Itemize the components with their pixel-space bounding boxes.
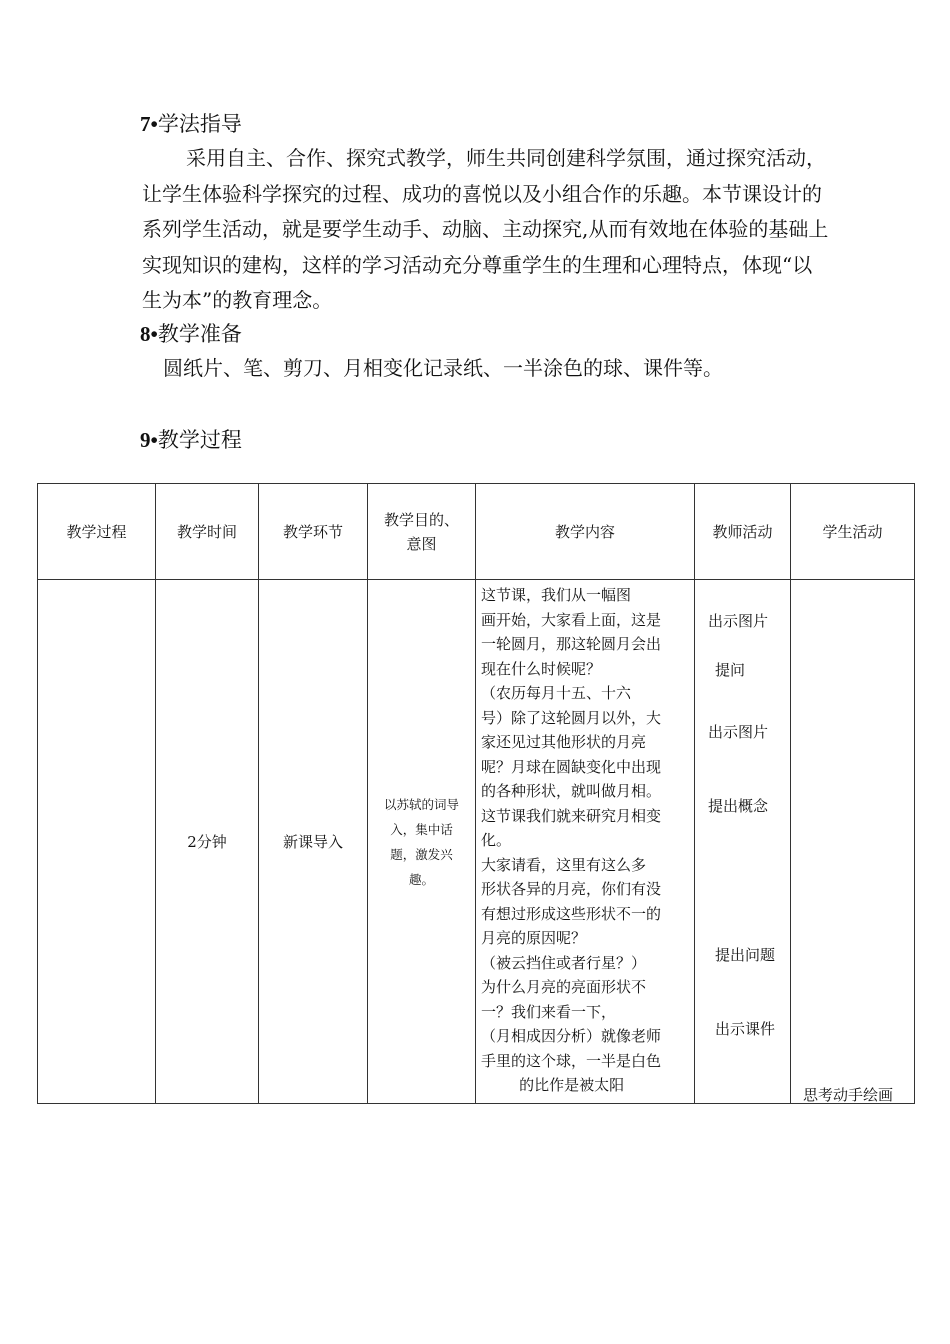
lesson-process-table	[37, 483, 915, 1104]
cell-time: 2分钟	[156, 580, 259, 1104]
header-teacher: 教师活动	[695, 484, 791, 580]
content-line: 这节课，我们从一幅图	[481, 586, 632, 604]
teacher-activity: 出示课件	[715, 1020, 776, 1038]
content-line: 现在什么时候呢？	[481, 659, 602, 678]
table-header-row	[38, 484, 915, 580]
section-7-title: 学法指导	[157, 112, 242, 136]
paragraph-line: 实现知识的建构，这样的学习活动充分尊重学生的生理和心理特点，体现“以	[142, 252, 813, 277]
section-8-heading	[140, 320, 242, 348]
section-9-title: 教学过程	[157, 428, 242, 452]
content-line: （被云挡住或者行星？）	[481, 953, 647, 972]
materials-list: 圆纸片、笔、剪刀、月相变化记录纸、一半涂色的球、课件等。	[163, 356, 723, 380]
content-line: 为什么月亮的亮面形状不	[481, 978, 647, 996]
objective-line: 以苏轼的词导	[383, 796, 459, 812]
section-9-heading	[140, 426, 242, 454]
paragraph-line: 让学生体验科学探究的过程、成功的喜悦以及小组合作的乐趣。本节课设计的	[142, 181, 822, 206]
content-line: 的比作是被太阳	[481, 1076, 625, 1094]
cell-student-activity	[791, 580, 915, 1104]
content-line: 一？我们来看一下，	[481, 1002, 617, 1021]
teacher-activity: 提问	[715, 661, 746, 679]
section-7-paragraph	[142, 141, 917, 319]
cell-stage: 新课导入	[259, 580, 368, 1104]
content-text	[481, 583, 693, 1098]
header-process: 教学过程	[38, 484, 156, 580]
section-7-heading	[140, 110, 242, 138]
content-line: 手里的这个球，一半是白色	[481, 1051, 662, 1070]
cell-objective	[368, 580, 476, 1104]
content-line: 家还见过其他形状的月亮	[481, 733, 647, 751]
content-line: 呢？月球在圆缺变化中出现	[481, 757, 662, 776]
content-line: 一轮圆月，那这轮圆月会出	[481, 635, 662, 653]
cell-content	[476, 580, 695, 1104]
header-objective-line: 意图	[406, 534, 437, 553]
content-line: 形状各异的月亮，你们有没	[481, 880, 662, 898]
content-line: （月相成因分析）就像老师	[481, 1027, 662, 1045]
content-line: 月亮的原因呢？	[481, 929, 587, 947]
header-objective	[368, 484, 476, 580]
content-line: 画开始，大家看上面，这是	[481, 610, 662, 629]
table-row	[38, 580, 915, 1104]
content-line: 大家请看，这里有这么多	[481, 855, 647, 874]
content-line: 化。	[481, 831, 512, 849]
objective-line: 题，激发兴	[390, 846, 453, 862]
paragraph-line: 系列学生活动，就是要学生动手、动脑、主动探究,从而有效地在体验的基础上	[142, 217, 829, 241]
header-objective-line: 教学目的、	[383, 510, 459, 529]
header-content: 教学内容	[476, 484, 695, 580]
teacher-activity: 出示图片	[708, 612, 769, 630]
section-7-number: 7•	[140, 112, 158, 136]
header-stage: 教学环节	[259, 484, 368, 580]
teacher-activity: 出示图片	[708, 723, 769, 741]
objective-line: 趣。	[408, 871, 434, 887]
cell-teacher-activity	[695, 580, 791, 1104]
header-student: 学生活动	[791, 484, 915, 580]
section-8-number: 8•	[140, 322, 158, 346]
content-line: 这节课我们就来研究月相变	[481, 806, 662, 825]
content-line: （农历每月十五、十六	[481, 684, 632, 702]
header-time: 教学时间	[156, 484, 259, 580]
student-activity: 思考动手绘画	[803, 1086, 894, 1104]
objective-line: 入，集中话	[390, 821, 453, 837]
section-9-number: 9•	[140, 428, 158, 452]
paragraph-line: 生为本”的教育理念。	[142, 288, 333, 312]
content-line: 的各种形状，就叫做月相。	[481, 782, 662, 800]
content-line: 号）除了这轮圆月以外，大	[481, 708, 662, 727]
teacher-activity: 提出问题	[715, 946, 776, 964]
paragraph-line: 采用自主、合作、探究式教学，师生共同创建科学氛围，通过探究活动，	[186, 146, 826, 170]
cell-process	[38, 580, 156, 1104]
teacher-activity: 提出概念	[708, 797, 769, 815]
section-8-title: 教学准备	[157, 322, 242, 346]
content-line: 有想过形成这些形状不一的	[481, 904, 662, 923]
